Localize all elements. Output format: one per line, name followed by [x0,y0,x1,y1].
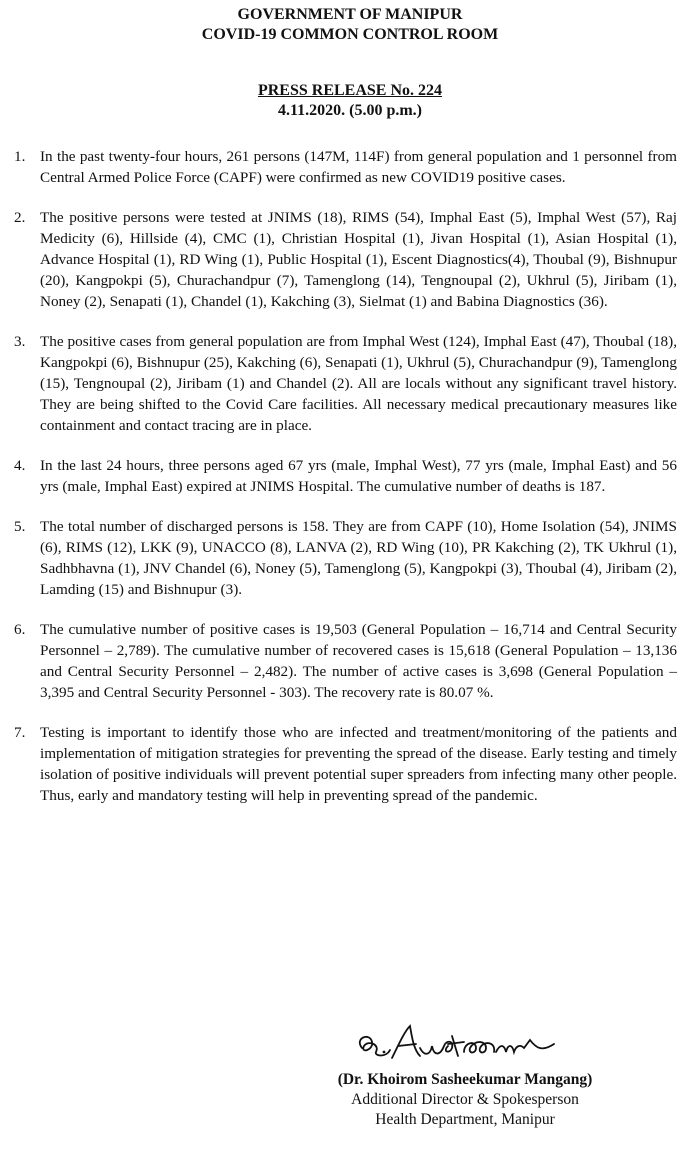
item-text: The cumulative number of positive cases is 19,503 (General Population – 16,714 and Central Security Personnel – 2,789). The cumulative number of recovered cases is 15,618 (General Population – 13,136 and Central Security Personnel – 2,482). The number of active cases is 3,698 (General Population – 3,395 and Central Security Personnel - 303). The recovery rate is 80.07 %. [40,621,677,701]
item-text: The positive cases from general population are from Imphal West (124), Imphal East (47), Thoubal (18), Kangpokpi (6), Bishnupur (25), Kakching (6), Senapati (1), Ukhrul (5), Churachandpur (9), Tamenglong (15), Tengnoupal (2), Jiribam (1) and Chandel (2). All are locals without any significant travel history. They are being shifted to the Covid Care facilities. All necessary medical precautionary measures like containment and contact tracing are in place. [40,333,677,434]
signatory-name: (Dr. Khoirom Sasheekumar Mangang) [337,1071,593,1088]
list-item [14,619,677,703]
item-text: In the past twenty-four hours, 261 persons (147M, 114F) from general population and 1 personnel from Central Armed Police Force (CAPF) were confirmed as new COVID19 positive cases. [40,148,677,186]
list-item [14,331,677,436]
list-item [14,455,677,497]
control-room-heading: COVID-19 COMMON CONTROL ROOM [201,26,499,43]
release-date: 4.11.2020. (5.00 p.m.) [278,102,422,119]
list-item [14,207,677,312]
item-number: 7. [14,724,26,741]
handwritten-signature [340,1018,590,1068]
item-text: The positive persons were tested at JNIMS (18), RIMS (54), Imphal East (5), Imphal West (57), Raj Medicity (6), Hillside (4), CMC (1), Christian Hospital (1), Jivan Hospital (1), Asian Hospital (1), Advance Hospital (1), RD Wing (1), Public Hospital (1), Escent Diagnostics(4), Thoubal (9), Bishnupur (20), Kangpokpi (5), Churachandpur (7), Tamenglong (14), Tengnoupal (2), Ukhrul (5), Jiribam (1), Noney (2), Senapati (1), Chandel (1), Kakching (3), Sielmat (1) and Babina Diagnostics (36). [40,209,677,310]
item-number: 4. [14,457,26,474]
signature-block [300,1018,630,1130]
item-number: 5. [14,518,26,535]
signatory-designation: Additional Director & Spokesperson [351,1091,579,1108]
list-item [14,722,677,806]
press-release-items [14,146,677,825]
item-text: Testing is important to identify those who are infected and treatment/monitoring of the patients and implementation of mitigation strategies for preventing the spread of the disease. Early testing and timely isolation of positive individuals will prevent potential super spreaders from infecting many other people. Thus, early and mandatory testing will help in preventing spread of the pandemic. [40,724,677,804]
list-item [14,146,677,188]
document-header [0,5,700,45]
item-text: The total number of discharged persons is 158. They are from CAPF (10), Home Isolation (54), JNIMS (6), RIMS (12), LKK (9), UNACCO (8), LANVA (2), RD Wing (10), PR Kakching (2), TK Ukhrul (1), Sadhbhavna (1), JNV Chandel (6), Noney (5), Tamenglong (5), Kangpokpi (3), Thoubal (4), Jiribam (2), Lamding (15) and Bishnupur (3). [40,518,677,598]
item-number: 3. [14,333,26,350]
press-release-title: PRESS RELEASE No. 224 [257,82,443,99]
release-heading [0,81,700,121]
list-item [14,516,677,600]
item-number: 6. [14,621,26,638]
item-number: 1. [14,148,26,165]
item-text: In the last 24 hours, three persons aged 67 yrs (male, Imphal West), 77 yrs (male, Imphal East) and 56 yrs (male, Imphal East) expired at JNIMS Hospital. The cumulative number of deaths is 187. [40,457,677,495]
item-number: 2. [14,209,26,226]
signatory-department: Health Department, Manipur [375,1111,555,1128]
government-heading: GOVERNMENT OF MANIPUR [237,6,463,23]
